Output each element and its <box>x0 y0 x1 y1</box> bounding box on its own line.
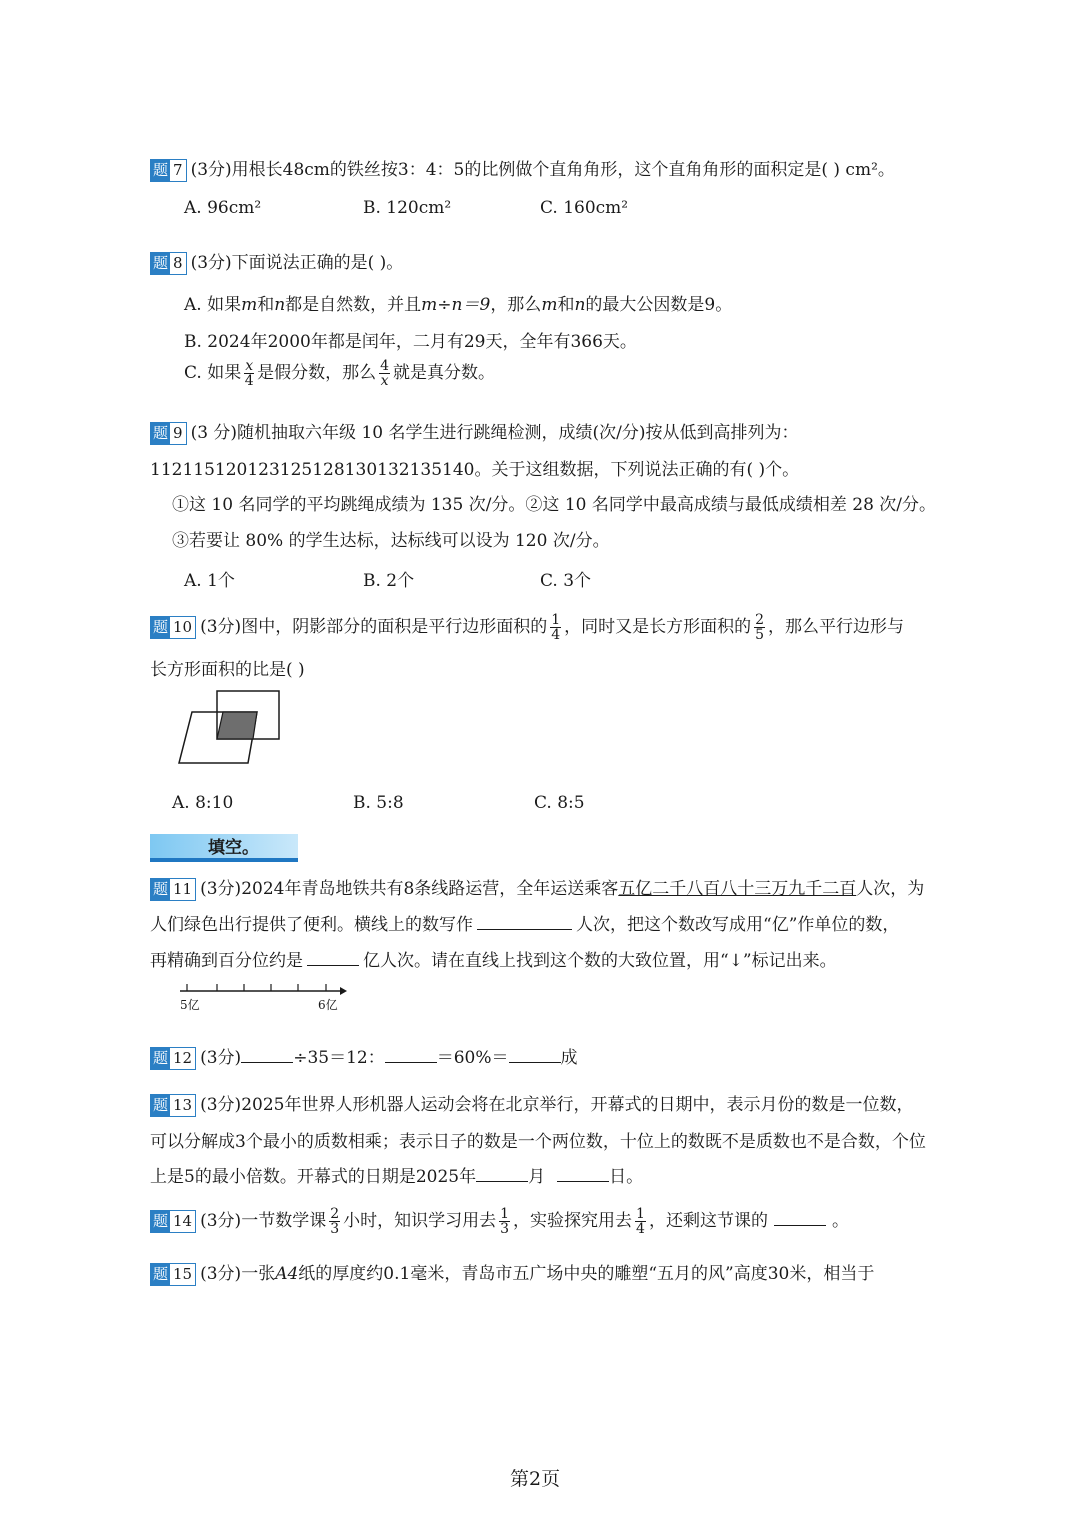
q11-line2: 人们绿色出行提供了便利。横线上的数写作 人次，把这个数改写成用“亿”作单位的数， <box>150 915 900 935</box>
shaded-overlap <box>217 712 257 739</box>
q9-statements-2: ③若要让 80% 的学生达标，达标线可以设为 120 次/分。 <box>172 531 610 551</box>
answer-blank[interactable] <box>774 1211 826 1226</box>
q15-stem: 题 15 (3分)一张A4纸的厚度约0.1毫米，青岛市五广场中央的雕塑“五月的风”高度30米，相当于 <box>150 1259 874 1286</box>
q8-option-a[interactable]: A. 如果m和n都是自然数，并且m÷n＝9，那么m和n的最大公因数是9。 <box>184 295 733 315</box>
fraction: $\frac{2}{5}$ <box>755 612 765 643</box>
question-tag: 题 15 <box>150 1263 196 1286</box>
page-number: 第2页 <box>510 1468 561 1490</box>
q10-option-c[interactable]: C. 8:5 <box>534 793 585 813</box>
question-tag: 题 13 <box>150 1094 196 1117</box>
q10-stem: 题 10 (3分)图中，阴影部分的面积是平行边形面积的 $\frac{1}{4}$ ，同时又是长方形面积的 $\frac{2}{5}$ ，那么平行边形与 <box>150 612 904 642</box>
fraction: $\frac{1}{4}$ <box>636 1206 645 1237</box>
q11-stem: 题 11 (3分)2024年青岛地铁共有8条线路运营，全年运送乘客五亿二千八百八十三万九千二百人次，为 <box>150 874 924 901</box>
question-tag: 题 7 <box>150 159 187 182</box>
q12-stem: 题 12 (3分) ÷35＝12： ＝60%＝ 成 <box>150 1043 578 1070</box>
answer-blank[interactable] <box>307 951 359 966</box>
fraction: $\frac{x}{4}$ <box>244 358 254 389</box>
q9-stem: 题 9 (3 分)随机抽取六年级 10 名学生进行跳绳检测，成绩(次/分)按从低到高排列为： <box>150 418 798 445</box>
question-tag: 题 14 <box>150 1210 196 1233</box>
answer-blank[interactable] <box>476 1167 528 1182</box>
q7-option-a[interactable]: A. 96cm² <box>184 198 262 218</box>
q9-option-c[interactable]: C. 3个 <box>540 571 592 591</box>
q8-option-c[interactable]: C. 如果 $\frac{x}{4}$ 是假分数，那么 $\frac{4}{x}$ 就是真分数。 <box>184 358 496 389</box>
answer-blank[interactable] <box>557 1167 609 1182</box>
q8-text: (3分)下面说法正确的是( )。 <box>190 253 404 273</box>
question-tag: 题 8 <box>150 252 187 275</box>
fraction: $\frac{1}{3}$ <box>500 1206 510 1237</box>
q7-option-c[interactable]: C. 160cm² <box>540 198 629 218</box>
q10-figure <box>170 685 290 770</box>
question-tag: 题 10 <box>150 616 196 639</box>
question-tag: 题 9 <box>150 422 187 445</box>
axis-label-start: 5亿 <box>180 998 200 1012</box>
answer-blank[interactable] <box>241 1048 293 1063</box>
q8-stem <box>150 248 403 275</box>
q9-data-line: 112115120123125128130132135140。关于这组数据，下列说法正确的有( )个。 <box>150 460 800 480</box>
q9-option-a[interactable]: A. 1个 <box>184 571 235 591</box>
q7-option-b[interactable]: B. 120cm² <box>363 198 452 218</box>
question-tag: 题 11 <box>150 878 196 901</box>
q9-statements-1: ①这 10 名同学的平均跳绳成绩为 135 次/分。②这 10 名同学中最高成绩与最低成绩相差 28 次/分。 <box>172 495 937 515</box>
q11-line3: 再精确到百分位约是 亿人次。请在直线上找到这个数的大致位置，用“↓”标记出来。 <box>150 951 837 971</box>
fraction: $\frac{1}{4}$ <box>551 612 561 643</box>
q14-stem: 题 14 (3分)一节数学课 $\frac{2}{3}$ 小时，知识学习用去 $\frac{1}{3}$ ，实验探究用去 $\frac{1}{4}$ ，还剩这节课的 。 <box>150 1206 849 1236</box>
question-tag: 题 12 <box>150 1047 196 1070</box>
q10-option-b[interactable]: B. 5:8 <box>353 793 404 813</box>
fraction: $\frac{2}{3}$ <box>330 1206 340 1237</box>
fraction: $\frac{4}{x}$ <box>380 358 390 389</box>
q8-option-b[interactable]: B. 2024年2000年都是闰年，二月有29天，全年有366天。 <box>184 332 637 352</box>
q13-line3: 上是5的最小倍数。开幕式的日期是2025年 月 日。 <box>150 1167 644 1187</box>
answer-blank[interactable] <box>385 1048 437 1063</box>
answer-blank[interactable] <box>509 1048 561 1063</box>
q10-line2: 长方形面积的比是( ) <box>150 660 305 680</box>
axis-label-end: 6亿 <box>318 998 338 1012</box>
q7-text: (3分)用根长48cm的铁丝按3：4：5的比例做个直角角形，这个直角角形的面积定是( ) cm²。 <box>190 160 895 180</box>
q9-option-b[interactable]: B. 2个 <box>363 571 415 591</box>
q10-option-a[interactable]: A. 8:10 <box>172 793 234 813</box>
arrow-head-icon <box>340 987 347 995</box>
section-title: 填空。 <box>208 838 259 858</box>
q13-line2: 可以分解成3个最小的质数相乘；表示日子的数是一个两位数，十位上的数既不是质数也不是合数，个位 <box>150 1132 926 1152</box>
q13-stem: 题 13 (3分)2025年世界人形机器人运动会将在北京举行，开幕式的日期中，表示月份的数是一位数， <box>150 1090 913 1117</box>
answer-blank[interactable] <box>477 915 572 930</box>
q7-stem <box>150 155 895 182</box>
